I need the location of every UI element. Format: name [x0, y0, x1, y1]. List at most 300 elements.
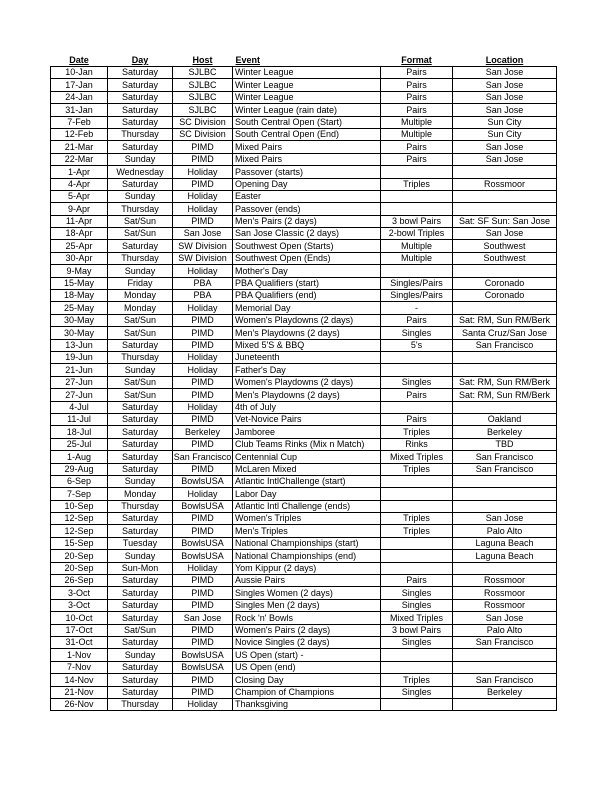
- day-cell: Saturday: [108, 401, 173, 413]
- table-row: [51, 141, 557, 153]
- day-cell: Sunday: [108, 550, 173, 562]
- host-cell: Holiday: [173, 698, 233, 710]
- date-cell: 21-Nov: [51, 686, 108, 698]
- host-cell: PIMD: [173, 438, 233, 450]
- format-cell: Singles: [381, 327, 453, 339]
- event-cell: Passover (starts): [233, 166, 381, 178]
- day-cell: Thursday: [108, 203, 173, 215]
- format-cell: -: [381, 302, 453, 314]
- date-cell: 25-May: [51, 302, 108, 314]
- header-row: [51, 55, 557, 67]
- format-cell: Pairs: [381, 153, 453, 165]
- host-cell: BowlsUSA: [173, 500, 233, 512]
- event-cell: Men's Triples: [233, 525, 381, 537]
- table-row: [51, 624, 557, 636]
- format-cell: Pairs: [381, 141, 453, 153]
- date-cell: 30-May: [51, 314, 108, 326]
- host-cell: BowlsUSA: [173, 550, 233, 562]
- event-cell: Mixed Pairs: [233, 153, 381, 165]
- event-cell: Winter League (rain date): [233, 104, 381, 116]
- host-cell: PIMD: [173, 178, 233, 190]
- event-cell: Men's Pairs (2 days): [233, 215, 381, 227]
- table-row: [51, 376, 557, 388]
- day-cell: Saturday: [108, 116, 173, 128]
- table-row: [51, 215, 557, 227]
- date-cell: 9-May: [51, 265, 108, 277]
- date-cell: 15-May: [51, 277, 108, 289]
- date-cell: 11-Apr: [51, 215, 108, 227]
- location-cell: Palo Alto: [453, 624, 557, 636]
- table-row: [51, 438, 557, 450]
- date-cell: 9-Apr: [51, 203, 108, 215]
- table-row: [51, 79, 557, 91]
- day-cell: Saturday: [108, 79, 173, 91]
- event-cell: Men's Playdowns (2 days): [233, 389, 381, 401]
- location-cell: [453, 203, 557, 215]
- host-cell: BowlsUSA: [173, 649, 233, 661]
- event-cell: Jamboree: [233, 426, 381, 438]
- location-cell: Santa Cruz/San Jose: [453, 327, 557, 339]
- host-cell: PIMD: [173, 463, 233, 475]
- format-cell: Multiple: [381, 116, 453, 128]
- date-cell: 26-Nov: [51, 698, 108, 710]
- event-cell: Men's Playdowns (2 days): [233, 327, 381, 339]
- location-cell: Oakland: [453, 413, 557, 425]
- day-cell: Sun-Mon: [108, 562, 173, 574]
- event-cell: San Jose Classic (2 days): [233, 228, 381, 240]
- host-cell: SW Division: [173, 240, 233, 252]
- header-host: Host: [192, 55, 213, 66]
- host-cell: SW Division: [173, 252, 233, 264]
- host-cell: PIMD: [173, 413, 233, 425]
- table-row: [51, 451, 557, 463]
- location-cell: [453, 500, 557, 512]
- format-cell: Pairs: [381, 314, 453, 326]
- location-cell: San Jose: [453, 612, 557, 624]
- event-cell: Opening Day: [233, 178, 381, 190]
- event-cell: Club Teams Rinks (Mix n Match): [233, 438, 381, 450]
- event-cell: Vet-Novice Pairs: [233, 413, 381, 425]
- date-cell: 19-Jun: [51, 351, 108, 363]
- day-cell: Saturday: [108, 451, 173, 463]
- format-cell: Pairs: [381, 413, 453, 425]
- table-row: [51, 698, 557, 710]
- day-cell: Sat/Sun: [108, 228, 173, 240]
- event-cell: Mother's Day: [233, 265, 381, 277]
- format-cell: Pairs: [381, 67, 453, 79]
- host-cell: PIMD: [173, 513, 233, 525]
- format-cell: Triples: [381, 525, 453, 537]
- location-cell: [453, 698, 557, 710]
- format-cell: [381, 698, 453, 710]
- event-cell: Women's Triples: [233, 513, 381, 525]
- host-cell: SC Division: [173, 116, 233, 128]
- date-cell: 21-Mar: [51, 141, 108, 153]
- date-cell: 21-Jun: [51, 364, 108, 376]
- date-cell: 15-Sep: [51, 537, 108, 549]
- host-cell: PIMD: [173, 339, 233, 351]
- location-cell: San Jose: [453, 228, 557, 240]
- day-cell: Saturday: [108, 339, 173, 351]
- table-row: [51, 302, 557, 314]
- day-cell: Thursday: [108, 252, 173, 264]
- date-cell: 26-Sep: [51, 575, 108, 587]
- date-cell: 20-Sep: [51, 550, 108, 562]
- date-cell: 1-Nov: [51, 649, 108, 661]
- location-cell: [453, 661, 557, 673]
- table-row: [51, 475, 557, 487]
- event-cell: Centennial Cup: [233, 451, 381, 463]
- table-row: [51, 178, 557, 190]
- location-cell: Sat: RM, Sun RM/Berk: [453, 389, 557, 401]
- format-cell: [381, 351, 453, 363]
- format-cell: [381, 166, 453, 178]
- table-row: [51, 649, 557, 661]
- day-cell: Wednesday: [108, 166, 173, 178]
- event-cell: South Central Open (Start): [233, 116, 381, 128]
- host-cell: PIMD: [173, 674, 233, 686]
- format-cell: [381, 364, 453, 376]
- table-row: [51, 364, 557, 376]
- location-cell: San Jose: [453, 104, 557, 116]
- host-cell: BowlsUSA: [173, 537, 233, 549]
- format-cell: [381, 203, 453, 215]
- event-cell: PBA Qualifiers (end): [233, 290, 381, 302]
- table-row: [51, 166, 557, 178]
- location-cell: [453, 649, 557, 661]
- date-cell: 10-Oct: [51, 612, 108, 624]
- date-cell: 6-Sep: [51, 475, 108, 487]
- event-cell: Rock 'n' Bowls: [233, 612, 381, 624]
- table-row: [51, 116, 557, 128]
- format-cell: Multiple: [381, 252, 453, 264]
- event-cell: Aussie Pairs: [233, 575, 381, 587]
- schedule-table: [50, 55, 557, 711]
- host-cell: PIMD: [173, 153, 233, 165]
- location-cell: Sat: RM, Sun RM/Berk: [453, 376, 557, 388]
- host-cell: PIMD: [173, 624, 233, 636]
- event-cell: Juneteenth: [233, 351, 381, 363]
- table-row: [51, 314, 557, 326]
- location-cell: Sat: SF Sun: San Jose: [453, 215, 557, 227]
- day-cell: Saturday: [108, 67, 173, 79]
- table-row: [51, 661, 557, 673]
- host-cell: PIMD: [173, 215, 233, 227]
- table-row: [51, 339, 557, 351]
- event-cell: Southwest Open (Ends): [233, 252, 381, 264]
- table-row: [51, 290, 557, 302]
- host-cell: SJLBC: [173, 104, 233, 116]
- location-cell: [453, 562, 557, 574]
- event-cell: Singles Women (2 days): [233, 587, 381, 599]
- format-cell: [381, 488, 453, 500]
- table-row: [51, 128, 557, 140]
- day-cell: Saturday: [108, 178, 173, 190]
- table-row: [51, 537, 557, 549]
- host-cell: PIMD: [173, 389, 233, 401]
- date-cell: 31-Oct: [51, 636, 108, 648]
- header-location: Location: [485, 55, 524, 66]
- host-cell: SJLBC: [173, 79, 233, 91]
- date-cell: 30-Apr: [51, 252, 108, 264]
- day-cell: Saturday: [108, 674, 173, 686]
- event-cell: Thanksgiving: [233, 698, 381, 710]
- format-cell: Pairs: [381, 389, 453, 401]
- day-cell: Sunday: [108, 190, 173, 202]
- location-cell: San Francisco: [453, 451, 557, 463]
- event-cell: Labor Day: [233, 488, 381, 500]
- date-cell: 18-Apr: [51, 228, 108, 240]
- location-cell: [453, 351, 557, 363]
- day-cell: Saturday: [108, 141, 173, 153]
- event-cell: Women's Playdowns (2 days): [233, 376, 381, 388]
- format-cell: [381, 550, 453, 562]
- location-cell: San Francisco: [453, 463, 557, 475]
- date-cell: 29-Aug: [51, 463, 108, 475]
- table-row: [51, 636, 557, 648]
- date-cell: 7-Nov: [51, 661, 108, 673]
- host-cell: PIMD: [173, 141, 233, 153]
- host-cell: Holiday: [173, 190, 233, 202]
- format-cell: Singles/Pairs: [381, 277, 453, 289]
- date-cell: 24-Jan: [51, 91, 108, 103]
- header-day: Day: [131, 55, 149, 66]
- day-cell: Saturday: [108, 599, 173, 611]
- table-row: [51, 351, 557, 363]
- day-cell: Thursday: [108, 500, 173, 512]
- event-cell: Atlantic Intl Challenge (ends): [233, 500, 381, 512]
- host-cell: PIMD: [173, 525, 233, 537]
- format-cell: Pairs: [381, 79, 453, 91]
- location-cell: [453, 265, 557, 277]
- header-date: Date: [69, 55, 89, 66]
- table-row: [51, 190, 557, 202]
- day-cell: Saturday: [108, 525, 173, 537]
- event-cell: National Championships (start): [233, 537, 381, 549]
- host-cell: Holiday: [173, 265, 233, 277]
- format-cell: [381, 500, 453, 512]
- date-cell: 1-Aug: [51, 451, 108, 463]
- location-cell: San Francisco: [453, 636, 557, 648]
- date-cell: 25-Jul: [51, 438, 108, 450]
- format-cell: Singles: [381, 599, 453, 611]
- table-row: [51, 513, 557, 525]
- format-cell: 5's: [381, 339, 453, 351]
- format-cell: Mixed Triples: [381, 612, 453, 624]
- table-row: [51, 104, 557, 116]
- event-cell: Mixed 5'S & BBQ: [233, 339, 381, 351]
- day-cell: Saturday: [108, 587, 173, 599]
- host-cell: Holiday: [173, 401, 233, 413]
- host-cell: BowlsUSA: [173, 661, 233, 673]
- format-cell: Multiple: [381, 240, 453, 252]
- format-cell: Singles: [381, 636, 453, 648]
- day-cell: Sat/Sun: [108, 327, 173, 339]
- day-cell: Saturday: [108, 636, 173, 648]
- event-cell: Winter League: [233, 79, 381, 91]
- day-cell: Sunday: [108, 649, 173, 661]
- location-cell: Coronado: [453, 290, 557, 302]
- event-cell: Atlantic IntlChallenge (start): [233, 475, 381, 487]
- location-cell: Southwest: [453, 240, 557, 252]
- table-row: [51, 228, 557, 240]
- table-row: [51, 153, 557, 165]
- location-cell: Rossmoor: [453, 587, 557, 599]
- day-cell: Sunday: [108, 364, 173, 376]
- table-row: [51, 67, 557, 79]
- date-cell: 14-Nov: [51, 674, 108, 686]
- event-cell: Closing Day: [233, 674, 381, 686]
- date-cell: 27-Jun: [51, 376, 108, 388]
- table-row: [51, 686, 557, 698]
- day-cell: Saturday: [108, 612, 173, 624]
- location-cell: San Francisco: [453, 339, 557, 351]
- format-cell: [381, 537, 453, 549]
- day-cell: Saturday: [108, 686, 173, 698]
- table-row: [51, 91, 557, 103]
- date-cell: 31-Jan: [51, 104, 108, 116]
- day-cell: Saturday: [108, 661, 173, 673]
- location-cell: TBD: [453, 438, 557, 450]
- format-cell: [381, 649, 453, 661]
- host-cell: Berkeley: [173, 426, 233, 438]
- table-row: [51, 265, 557, 277]
- format-cell: Mixed Triples: [381, 451, 453, 463]
- host-cell: Holiday: [173, 351, 233, 363]
- header-event: Event: [235, 55, 261, 66]
- table-row: [51, 550, 557, 562]
- location-cell: San Jose: [453, 141, 557, 153]
- host-cell: BowlsUSA: [173, 475, 233, 487]
- format-cell: Triples: [381, 674, 453, 686]
- event-cell: PBA Qualifiers (start): [233, 277, 381, 289]
- date-cell: 18-May: [51, 290, 108, 302]
- event-cell: Winter League: [233, 67, 381, 79]
- day-cell: Saturday: [108, 240, 173, 252]
- host-cell: PBA: [173, 290, 233, 302]
- location-cell: Laguna Beach: [453, 537, 557, 549]
- table-row: [51, 413, 557, 425]
- event-cell: US Open (end): [233, 661, 381, 673]
- date-cell: 12-Feb: [51, 128, 108, 140]
- format-cell: 2-bowl Triples: [381, 228, 453, 240]
- host-cell: Holiday: [173, 488, 233, 500]
- day-cell: Sat/Sun: [108, 376, 173, 388]
- date-cell: 7-Sep: [51, 488, 108, 500]
- location-cell: Sun City: [453, 116, 557, 128]
- date-cell: 12-Sep: [51, 513, 108, 525]
- day-cell: Sat/Sun: [108, 314, 173, 326]
- day-cell: Thursday: [108, 128, 173, 140]
- format-cell: [381, 562, 453, 574]
- day-cell: Thursday: [108, 698, 173, 710]
- date-cell: 3-Oct: [51, 599, 108, 611]
- host-cell: Holiday: [173, 166, 233, 178]
- format-cell: Pairs: [381, 575, 453, 587]
- table-row: [51, 525, 557, 537]
- host-cell: San Jose: [173, 612, 233, 624]
- table-row: [51, 389, 557, 401]
- host-cell: San Francisco: [173, 451, 232, 462]
- host-cell: PBA: [173, 277, 233, 289]
- format-cell: Triples: [381, 178, 453, 190]
- event-cell: Women's Playdowns (2 days): [233, 314, 381, 326]
- format-cell: Multiple: [381, 128, 453, 140]
- location-cell: [453, 401, 557, 413]
- location-cell: San Francisco: [453, 674, 557, 686]
- location-cell: Rossmoor: [453, 178, 557, 190]
- date-cell: 10-Sep: [51, 500, 108, 512]
- location-cell: Berkeley: [453, 686, 557, 698]
- event-cell: Yom Kippur (2 days): [233, 562, 381, 574]
- table-row: [51, 426, 557, 438]
- host-cell: SC Division: [173, 128, 233, 140]
- host-cell: Holiday: [173, 203, 233, 215]
- format-cell: 3 bowl Pairs: [381, 215, 453, 227]
- day-cell: Sat/Sun: [108, 389, 173, 401]
- format-cell: Pairs: [381, 91, 453, 103]
- host-cell: PIMD: [173, 599, 233, 611]
- location-cell: San Jose: [453, 79, 557, 91]
- table-row: [51, 562, 557, 574]
- location-cell: Palo Alto: [453, 525, 557, 537]
- event-cell: Champion of Champions: [233, 686, 381, 698]
- event-cell: Passover (ends): [233, 203, 381, 215]
- location-cell: San Jose: [453, 513, 557, 525]
- day-cell: Saturday: [108, 91, 173, 103]
- format-cell: Triples: [381, 426, 453, 438]
- event-cell: Easter: [233, 190, 381, 202]
- day-cell: Monday: [108, 290, 173, 302]
- format-cell: [381, 401, 453, 413]
- table-row: [51, 463, 557, 475]
- event-cell: Memorial Day: [233, 302, 381, 314]
- location-cell: Rossmoor: [453, 599, 557, 611]
- host-cell: PIMD: [173, 376, 233, 388]
- day-cell: Sat/Sun: [108, 624, 173, 636]
- date-cell: 11-Jul: [51, 413, 108, 425]
- table-row: [51, 327, 557, 339]
- day-cell: Saturday: [108, 513, 173, 525]
- table-row: [51, 612, 557, 624]
- format-cell: [381, 190, 453, 202]
- format-cell: Singles: [381, 587, 453, 599]
- day-cell: Sunday: [108, 153, 173, 165]
- table-row: [51, 500, 557, 512]
- date-cell: 12-Sep: [51, 525, 108, 537]
- table-row: [51, 277, 557, 289]
- host-cell: San Jose: [173, 228, 233, 240]
- format-cell: Rinks: [381, 438, 453, 450]
- table-row: [51, 575, 557, 587]
- event-cell: South Central Open (End): [233, 128, 381, 140]
- location-cell: [453, 475, 557, 487]
- table-row: [51, 488, 557, 500]
- date-cell: 30-May: [51, 327, 108, 339]
- date-cell: 18-Jul: [51, 426, 108, 438]
- event-cell: Women's Pairs (2 days): [233, 624, 381, 636]
- location-cell: [453, 190, 557, 202]
- date-cell: 7-Feb: [51, 116, 108, 128]
- host-cell: PIMD: [173, 314, 233, 326]
- event-cell: Father's Day: [233, 364, 381, 376]
- date-cell: 13-Jun: [51, 339, 108, 351]
- day-cell: Saturday: [108, 575, 173, 587]
- date-cell: 20-Sep: [51, 562, 108, 574]
- date-cell: 4-Apr: [51, 178, 108, 190]
- location-cell: Rossmoor: [453, 575, 557, 587]
- table-row: [51, 240, 557, 252]
